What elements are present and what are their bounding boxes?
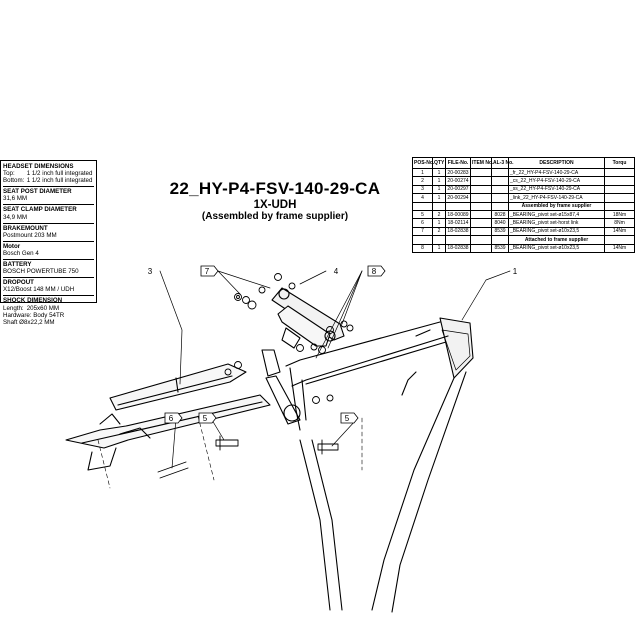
table-cell: 1 <box>433 244 446 252</box>
table-cell: 1 <box>433 169 446 177</box>
callout-box <box>165 413 182 423</box>
svg-text:8: 8 <box>371 267 377 276</box>
seat-tube-part <box>262 350 342 610</box>
table-row <box>413 194 635 202</box>
spec-section <box>3 224 94 242</box>
svg-text:5: 5 <box>202 414 208 423</box>
callout-box <box>341 413 358 423</box>
svg-text:5: 5 <box>344 414 350 423</box>
table-row <box>413 227 635 235</box>
table-cell: 20-00274 <box>447 178 469 185</box>
table-cell: 18-02114 <box>446 219 471 227</box>
table-cell: _ss_22_HY-P4-FSV-140-29-CA <box>509 185 605 193</box>
table-cell <box>492 185 509 193</box>
table-cell: 20-00283 <box>447 169 469 176</box>
spec-value: 34,9 MM <box>3 213 28 221</box>
table-cell: 1 <box>433 194 446 202</box>
assembly-note: (Assembled by frame supplier) <box>201 211 349 222</box>
table-row <box>413 210 635 218</box>
callout-number: 4 <box>333 267 339 276</box>
table-cell: 20-00294 <box>447 194 469 201</box>
callout-number: 3 <box>147 267 153 276</box>
table-cell: _fr_22_HY-P4-FSV-140-29-CA <box>509 169 605 177</box>
table-cell: 18Nm <box>605 210 635 218</box>
table-cell: 8539 <box>492 244 509 252</box>
spec-heading: DROPOUT <box>3 279 34 287</box>
spec-section <box>3 162 94 187</box>
column-header: QTY <box>433 158 446 169</box>
callout-box <box>199 413 216 423</box>
table-cell: 20-00297 <box>447 186 469 193</box>
spec-value: BOSCH POWERTUBE 750 <box>3 268 79 276</box>
column-header: DESCRIPTION <box>509 158 605 169</box>
spec-value: Hardware: Body 54TR <box>3 311 65 319</box>
spec-value: X12/Boost 148 MM / UDH <box>3 286 75 294</box>
spec-heading: HEADSET DIMENSIONS <box>3 163 74 170</box>
table-cell: 1 <box>433 185 446 193</box>
group-label: Attached to frame supplier <box>509 236 605 244</box>
table-row <box>413 169 635 177</box>
column-header: FILE-No. <box>446 158 471 169</box>
table-cell <box>605 194 635 202</box>
column-header: AL-3 No. <box>492 158 509 169</box>
table-cell <box>492 194 509 202</box>
spec-value: Bosch Gen 4 <box>3 249 39 257</box>
spec-heading: Motor <box>3 242 21 250</box>
group-label: Assembled by frame supplier <box>509 202 605 210</box>
spec-value: Length: 205x60 MM <box>3 304 60 312</box>
table-row <box>413 219 635 227</box>
spec-section <box>3 296 94 327</box>
callout-box <box>201 266 218 276</box>
table-cell <box>471 177 492 185</box>
spec-section <box>3 205 94 223</box>
table-cell: 8028 <box>492 210 509 218</box>
table-cell: 8040 <box>492 219 509 227</box>
table-cell: _BEARING_pivot set-ø10x23,5 <box>509 244 605 252</box>
svg-text:7: 7 <box>204 267 210 276</box>
column-header: ITEM No. <box>471 158 492 169</box>
table-cell <box>471 185 492 193</box>
table-cell: 18-02838 <box>447 228 469 235</box>
table-cell <box>471 219 492 227</box>
model-title: 22_HY-P4-FSV-140-29-CA <box>169 179 381 198</box>
table-cell: 1 <box>413 169 433 177</box>
table-cell: _link_22_HY-P4-FSV-140-29-CA <box>509 194 605 202</box>
column-header: Torqu <box>605 158 635 169</box>
parts-list-table <box>412 157 635 253</box>
table-cell: 7 <box>413 227 433 235</box>
callout-box <box>368 266 385 276</box>
table-cell: 2 <box>433 227 446 235</box>
spec-heading: SHOCK DIMENSION <box>3 297 63 305</box>
spec-value: Postmount 203 MM <box>3 231 57 239</box>
table-cell: _BEARING_pivot set-ø10x23,5 <box>509 227 605 235</box>
table-cell: _cs_22_HY-P4-FSV-140-29-CA <box>509 177 605 185</box>
rocker-link-part <box>272 288 344 348</box>
spec-value: 31,6 MM <box>3 195 28 203</box>
parts-list-header <box>413 158 635 169</box>
spec-section <box>3 242 94 260</box>
spec-value: Shaft Ø8x22,2 MM <box>3 318 55 326</box>
table-cell: 14Nm <box>605 227 635 235</box>
table-cell: 8Nm <box>605 219 635 227</box>
table-cell: 18-02838 <box>447 245 469 252</box>
table-cell <box>471 244 492 252</box>
main-frame-part <box>286 318 473 612</box>
table-cell: 3 <box>413 185 433 193</box>
table-cell: 18-00089 <box>447 211 469 218</box>
table-cell <box>492 169 509 177</box>
table-cell: 6 <box>413 219 433 227</box>
table-cell <box>605 169 635 177</box>
table-row <box>413 244 635 252</box>
table-cell: _BEARING_pivot set-ø15x87,4 <box>509 210 605 218</box>
table-group-row <box>413 202 635 210</box>
table-cell <box>492 177 509 185</box>
spec-heading: SEAT CLAMP DIAMETER <box>3 206 77 214</box>
spec-section <box>3 260 94 278</box>
table-cell <box>471 169 492 177</box>
table-cell <box>605 185 635 193</box>
table-row <box>413 185 635 193</box>
table-cell: 14Nm <box>605 244 635 252</box>
table-row <box>413 177 635 185</box>
column-header: POS-No. <box>413 158 433 169</box>
spec-section <box>3 187 94 205</box>
spec-value: Bottom: 1 1/2 inch full integrated <box>3 177 93 185</box>
spec-heading: BATTERY <box>3 261 32 269</box>
table-cell: 5 <box>413 210 433 218</box>
table-cell: 1 <box>433 219 446 227</box>
table-cell: _BEARING_pivot set-horst link <box>509 219 605 227</box>
spec-heading: BRAKEMOUNT <box>3 224 48 232</box>
table-cell <box>471 227 492 235</box>
table-cell: 4 <box>413 194 433 202</box>
table-cell <box>471 210 492 218</box>
table-cell <box>605 177 635 185</box>
table-cell: 2 <box>433 210 446 218</box>
frame-specifications <box>0 160 97 326</box>
spec-heading: SEAT POST DIAMETER <box>3 188 72 196</box>
table-cell: 8539 <box>492 227 509 235</box>
spec-value: Top: 1 1/2 inch full integrated <box>3 170 93 178</box>
callout-number: 1 <box>512 267 518 276</box>
spec-section <box>3 278 94 296</box>
table-cell: 8 <box>413 244 433 252</box>
table-cell <box>471 194 492 202</box>
table-group-row <box>413 236 635 244</box>
table-cell: 2 <box>413 177 433 185</box>
table-cell: 1 <box>433 177 446 185</box>
svg-text:6: 6 <box>168 414 174 423</box>
variant-title: 1X-UDH <box>253 199 297 211</box>
